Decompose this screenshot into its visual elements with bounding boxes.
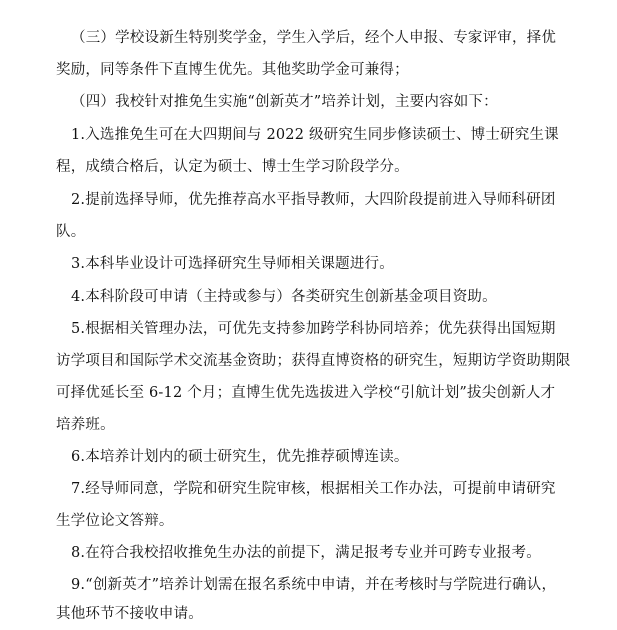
paragraph-3-line-1: （三）学校设新生特别奖学金，学生入学后，经个人申报、专家评审，择优 — [71, 30, 557, 46]
item-1-line-1: 1.入选推免生可在大四期间与 2022 级研究生同步修读硕士、博士研究生课 — [71, 127, 559, 143]
item-7-line-1: 7.经导师同意，学院和研究生院审核，根据相关工作办法，可提前申请研究 — [71, 481, 556, 497]
item-6: 6.本培养计划内的硕士研究生，优先推荐硕博连读。 — [71, 449, 409, 465]
item-2-line-2: 队。 — [56, 224, 86, 240]
item-8: 8.在符合我校招收推免生办法的前提下，满足报考专业并可跨专业报考。 — [71, 545, 541, 561]
item-7-line-2: 生学位论文答辩。 — [56, 513, 174, 529]
item-4: 4.本科阶段可申请（主持或参与）各类研究生创新基金项目资助。 — [71, 289, 497, 305]
item-5-line-2: 访学项目和国际学术交流基金资助；获得直博资格的研究生，短期访学资助期限 — [56, 353, 571, 369]
item-9-line-2: 其他环节不接收申请。 — [56, 606, 203, 622]
paragraph-4-heading: （四）我校针对推免生实施“创新英才”培养计划，主要内容如下： — [71, 94, 498, 110]
item-2-line-1: 2.提前选择导师，优先推荐高水平指导教师，大四阶段提前进入导师科研团 — [71, 192, 556, 208]
item-5-line-3: 可择优延长至 6-12 个月；直博生优先选拔进入学校“引航计划”拔尖创新人才 — [56, 385, 556, 401]
item-3: 3.本科毕业设计可选择研究生导师相关课题进行。 — [71, 256, 394, 272]
item-1-line-2: 程，成绩合格后，认定为硕士、博士生学习阶段学分。 — [56, 159, 409, 175]
paragraph-3-line-2: 奖励，同等条件下直博生优先。其他奖助学金可兼得； — [56, 62, 409, 78]
item-9-line-1: 9.“创新英才”培养计划需在报名系统中申请，并在考核时与学院进行确认， — [71, 577, 557, 593]
item-5-line-1: 5.根据相关管理办法，可优先支持参加跨学科协同培养；优先获得出国短期 — [71, 321, 556, 337]
item-5-line-4: 培养班。 — [56, 417, 115, 433]
